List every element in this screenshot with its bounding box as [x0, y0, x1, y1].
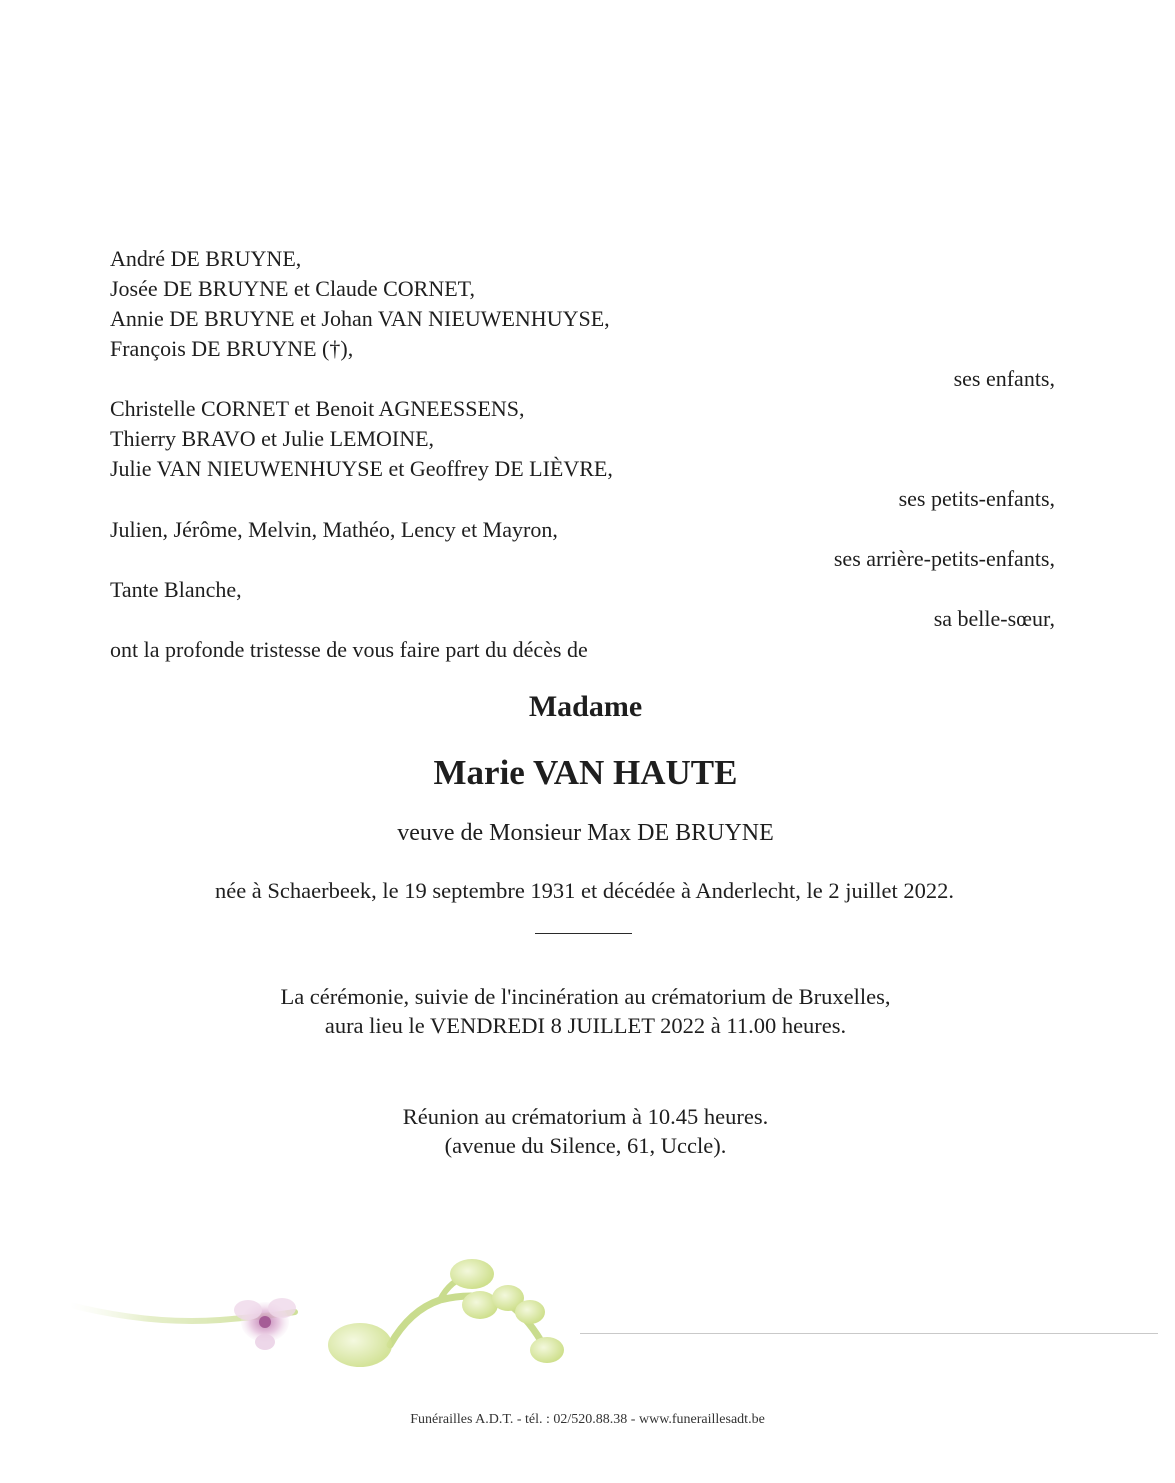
- meeting-line-2: (avenue du Silence, 61, Uccle).: [444, 1133, 727, 1158]
- sister-in-law-label: sa belle-sœur,: [933, 606, 1055, 631]
- decorative-line: [580, 1333, 1158, 1334]
- grandchild-line-1: Christelle CORNET et Benoit AGNEESSENS,: [110, 396, 525, 421]
- separator-rule: [535, 933, 632, 934]
- great-grandchildren-label: ses arrière-petits-enfants,: [833, 546, 1055, 571]
- widow-of-line: veuve de Monsieur Max DE BRUYNE: [397, 820, 774, 846]
- child-line-2: Josée DE BRUYNE et Claude CORNET,: [110, 276, 475, 301]
- grandchild-line-2: Thierry BRAVO et Julie LEMOINE,: [110, 426, 435, 451]
- meeting-line-1: Réunion au crématorium à 10.45 heures.: [402, 1104, 769, 1129]
- orchid-decoration-icon: [60, 1250, 580, 1370]
- child-line-1: André DE BRUYNE,: [110, 246, 302, 271]
- announcement-text: ont la profonde tristesse de vous faire part du décès de: [110, 637, 588, 662]
- child-line-3: Annie DE BRUYNE et Johan VAN NIEUWENHUYSE,: [110, 306, 610, 331]
- ceremony-line-1: La cérémonie, suivie de l'incinération au crématorium de Bruxelles,: [280, 984, 891, 1009]
- grandchildren-label: ses petits-enfants,: [898, 486, 1055, 511]
- children-label: ses enfants,: [953, 366, 1055, 391]
- child-line-4: François DE BRUYNE (†),: [110, 336, 354, 361]
- great-grandchildren-line: Julien, Jérôme, Melvin, Mathéo, Lency et Mayron,: [110, 517, 558, 542]
- birth-death-dates: née à Schaerbeek, le 19 septembre 1931 et décédée à Anderlecht, le 2 juillet 2022.: [214, 878, 955, 903]
- deceased-honorific: Madame: [528, 690, 643, 723]
- sister-in-law-line: Tante Blanche,: [110, 577, 242, 602]
- grandchild-line-3: Julie VAN NIEUWENHUYSE et Geoffrey DE LIÈVRE,: [110, 456, 613, 481]
- deceased-name: Marie VAN HAUTE: [433, 753, 738, 792]
- ceremony-line-2: aura lieu le VENDREDI 8 JUILLET 2022 à 11.00 heures.: [324, 1013, 847, 1038]
- funeral-home-footer: Funérailles A.D.T. - tél. : 02/520.88.38 - www.funeraillesadt.be: [410, 1412, 765, 1427]
